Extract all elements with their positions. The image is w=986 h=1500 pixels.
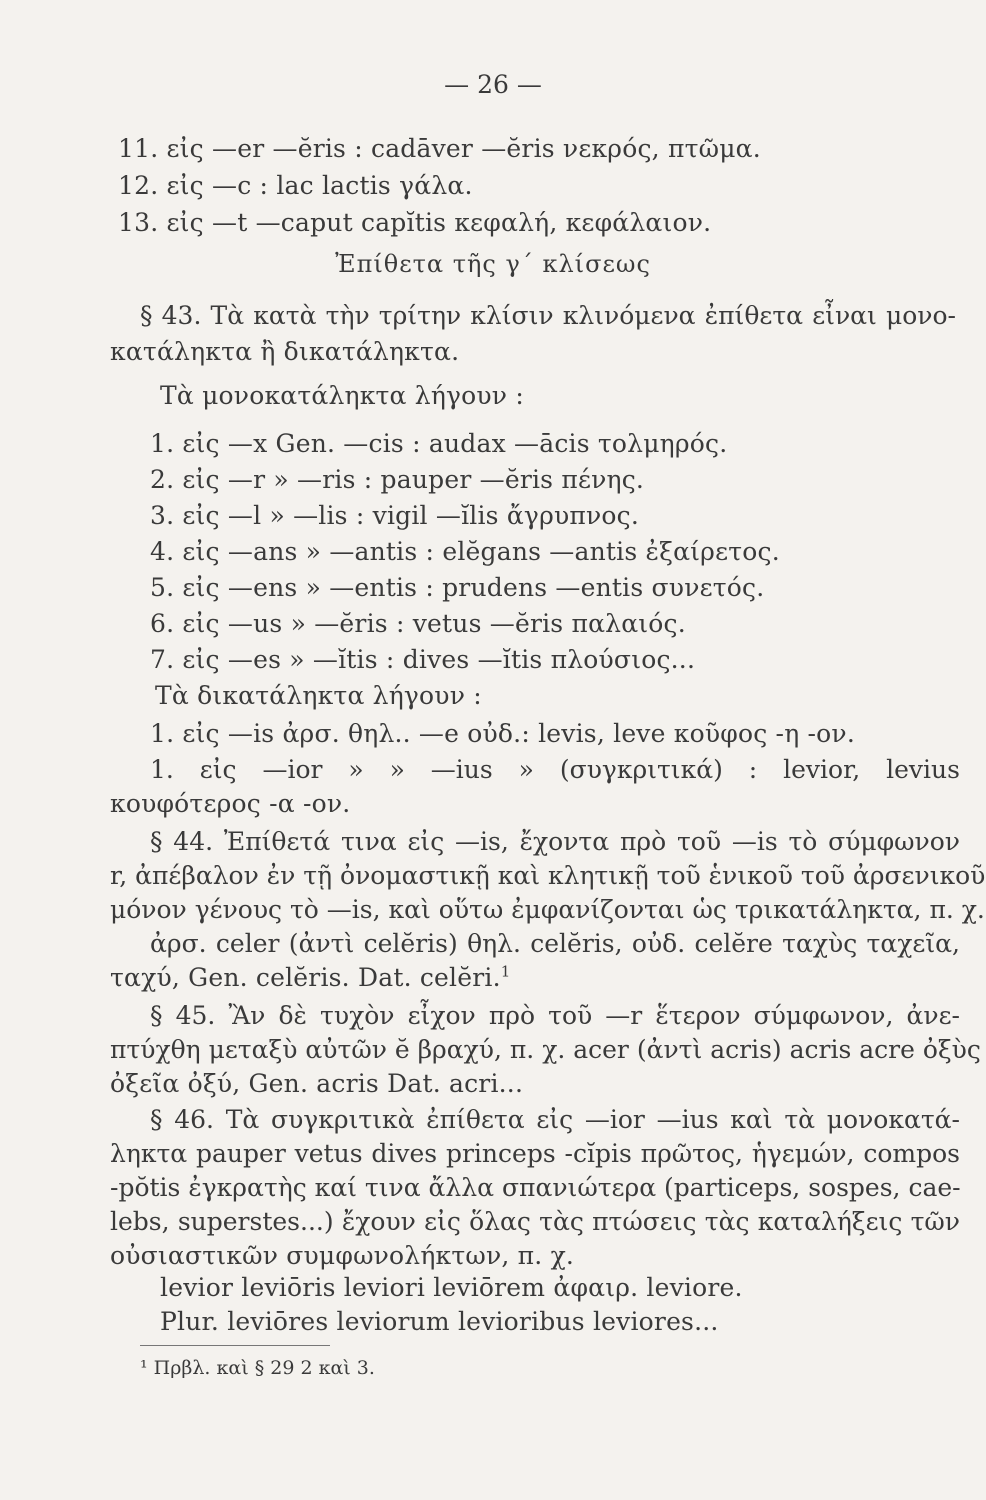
subheading: Τὰ μονοκατάληκτα λήγουν : — [160, 381, 524, 410]
paragraph-line: ὀξεῖα ὀξύ, Gen. acris Dat. acri... — [110, 1069, 524, 1098]
paragraph-line: μόνον γένους τὸ —is, καὶ οὕτω ἐμφανίζονται ὡς τρικατάληκτα, π. χ. — [110, 895, 985, 924]
list-item: 5. εἰς —ens » —entis : prudens —entis συνετός. — [150, 573, 765, 602]
paragraph-line: ἀρσ. celer (ἀντὶ celĕris) θηλ. celĕris, οὐδ. celĕre ταχὺς ταχεῖα, — [150, 929, 960, 958]
list-item: 13. εἰς —t —caput capĭtis κεφαλή, κεφάλαιον. — [118, 208, 712, 237]
paragraph-line: ληκτα pauper vetus dives princeps -cĭpis πρῶτος, ἡγεμών, compos — [110, 1139, 960, 1168]
list-item: 4. εἰς —ans » —antis : elĕgans —antis ἐξαίρετος. — [150, 537, 780, 566]
paragraph-line: § 46. Τὰ συγκριτικὰ ἐπίθετα εἰς —ior —ius καὶ τὰ μονοκατά- — [150, 1105, 960, 1134]
list-item: κουφότερος -α -ον. — [110, 789, 351, 818]
list-item: 1. εἰς —is ἀρσ. θηλ.. —e οὐδ.: levis, leve κοῦφος -η -ον. — [150, 719, 855, 748]
paragraph-text: ταχύ, Gen. celĕris. Dat. celĕri. — [110, 963, 501, 992]
paragraph-line: πτύχθη μεταξὺ αὐτῶν ĕ βραχύ, π. χ. acer (ἀντὶ acris) acris acre ὀξὺς — [110, 1035, 981, 1064]
section-heading: Ἐπίθετα τῆς γ΄ κλίσεως — [335, 250, 651, 278]
list-item: 7. εἰς —es » —ĭtis : dives —ĭtis πλούσιος... — [150, 645, 696, 674]
paradigm-line: levior leviōris leviori leviōrem ἀφαιρ. leviore. — [160, 1273, 743, 1302]
paragraph-line: r, ἀπέβαλον ἐν τῇ ὀνομαστικῇ καὶ κλητικῇ τοῦ ἑνικοῦ τοῦ ἀρσενικοῦ — [110, 861, 986, 890]
paragraph-line: lebs, superstes...) ἔχουν εἰς ὅλας τὰς πτώσεις τὰς καταλήξεις τῶν — [110, 1207, 960, 1236]
paragraph-line: -pŏtis ἐγκρατὴς καί τινα ἄλλα σπανιώτερα (particeps, sospes, cae- — [110, 1173, 961, 1202]
paragraph-line — [110, 962, 511, 994]
footnote: ¹ Πρβλ. καὶ § 29 2 καὶ 3. — [140, 1357, 375, 1379]
list-item: 11. εἰς —er —ĕris : cadāver —ĕris νεκρός, πτῶμα. — [118, 134, 761, 163]
list-item: 1. εἰς —ior » » —ius » (συγκριτικά) : levior, levius — [150, 755, 960, 784]
list-item: 2. εἰς —r » —ris : pauper —ĕris πένης. — [150, 465, 645, 494]
paragraph-line: § 45. Ἂν δὲ τυχὸν εἶχον πρὸ τοῦ —r ἕτερον σύμφωνον, ἀνε- — [150, 1001, 960, 1030]
list-item: 1. εἰς —x Gen. —cis : audax —ācis τολμηρός. — [150, 429, 728, 458]
footnote-marker: 1 — [500, 962, 511, 981]
paragraph-line: § 44. Ἐπίθετά τινα εἰς —is, ἔχοντα πρὸ τοῦ —is τὸ σύμφωνον — [150, 827, 960, 856]
footnote-divider — [140, 1345, 330, 1346]
page-number: — 26 — — [444, 70, 542, 99]
subheading: Τὰ δικατάληκτα λήγουν : — [155, 681, 482, 710]
list-item: 3. εἰς —l » —lis : vigil —ĭlis ἄγρυπνος. — [150, 501, 639, 530]
list-item: 6. εἰς —us » —ĕris : vetus —ĕris παλαιός. — [150, 609, 686, 638]
list-item: 12. εἰς —c : lac lactis γάλα. — [118, 171, 473, 200]
paragraph-line: κατάληκτα ἢ δικατάληκτα. — [110, 337, 460, 366]
paradigm-line: Plur. leviōres leviorum levioribus leviores... — [160, 1307, 719, 1336]
paragraph-line: § 43. Τὰ κατὰ τὴν τρίτην κλίσιν κλινόμενα ἐπίθετα εἶναι μονο- — [140, 301, 956, 330]
paragraph-line: οὐσιαστικῶν συμφωνολήκτων, π. χ. — [110, 1241, 575, 1270]
